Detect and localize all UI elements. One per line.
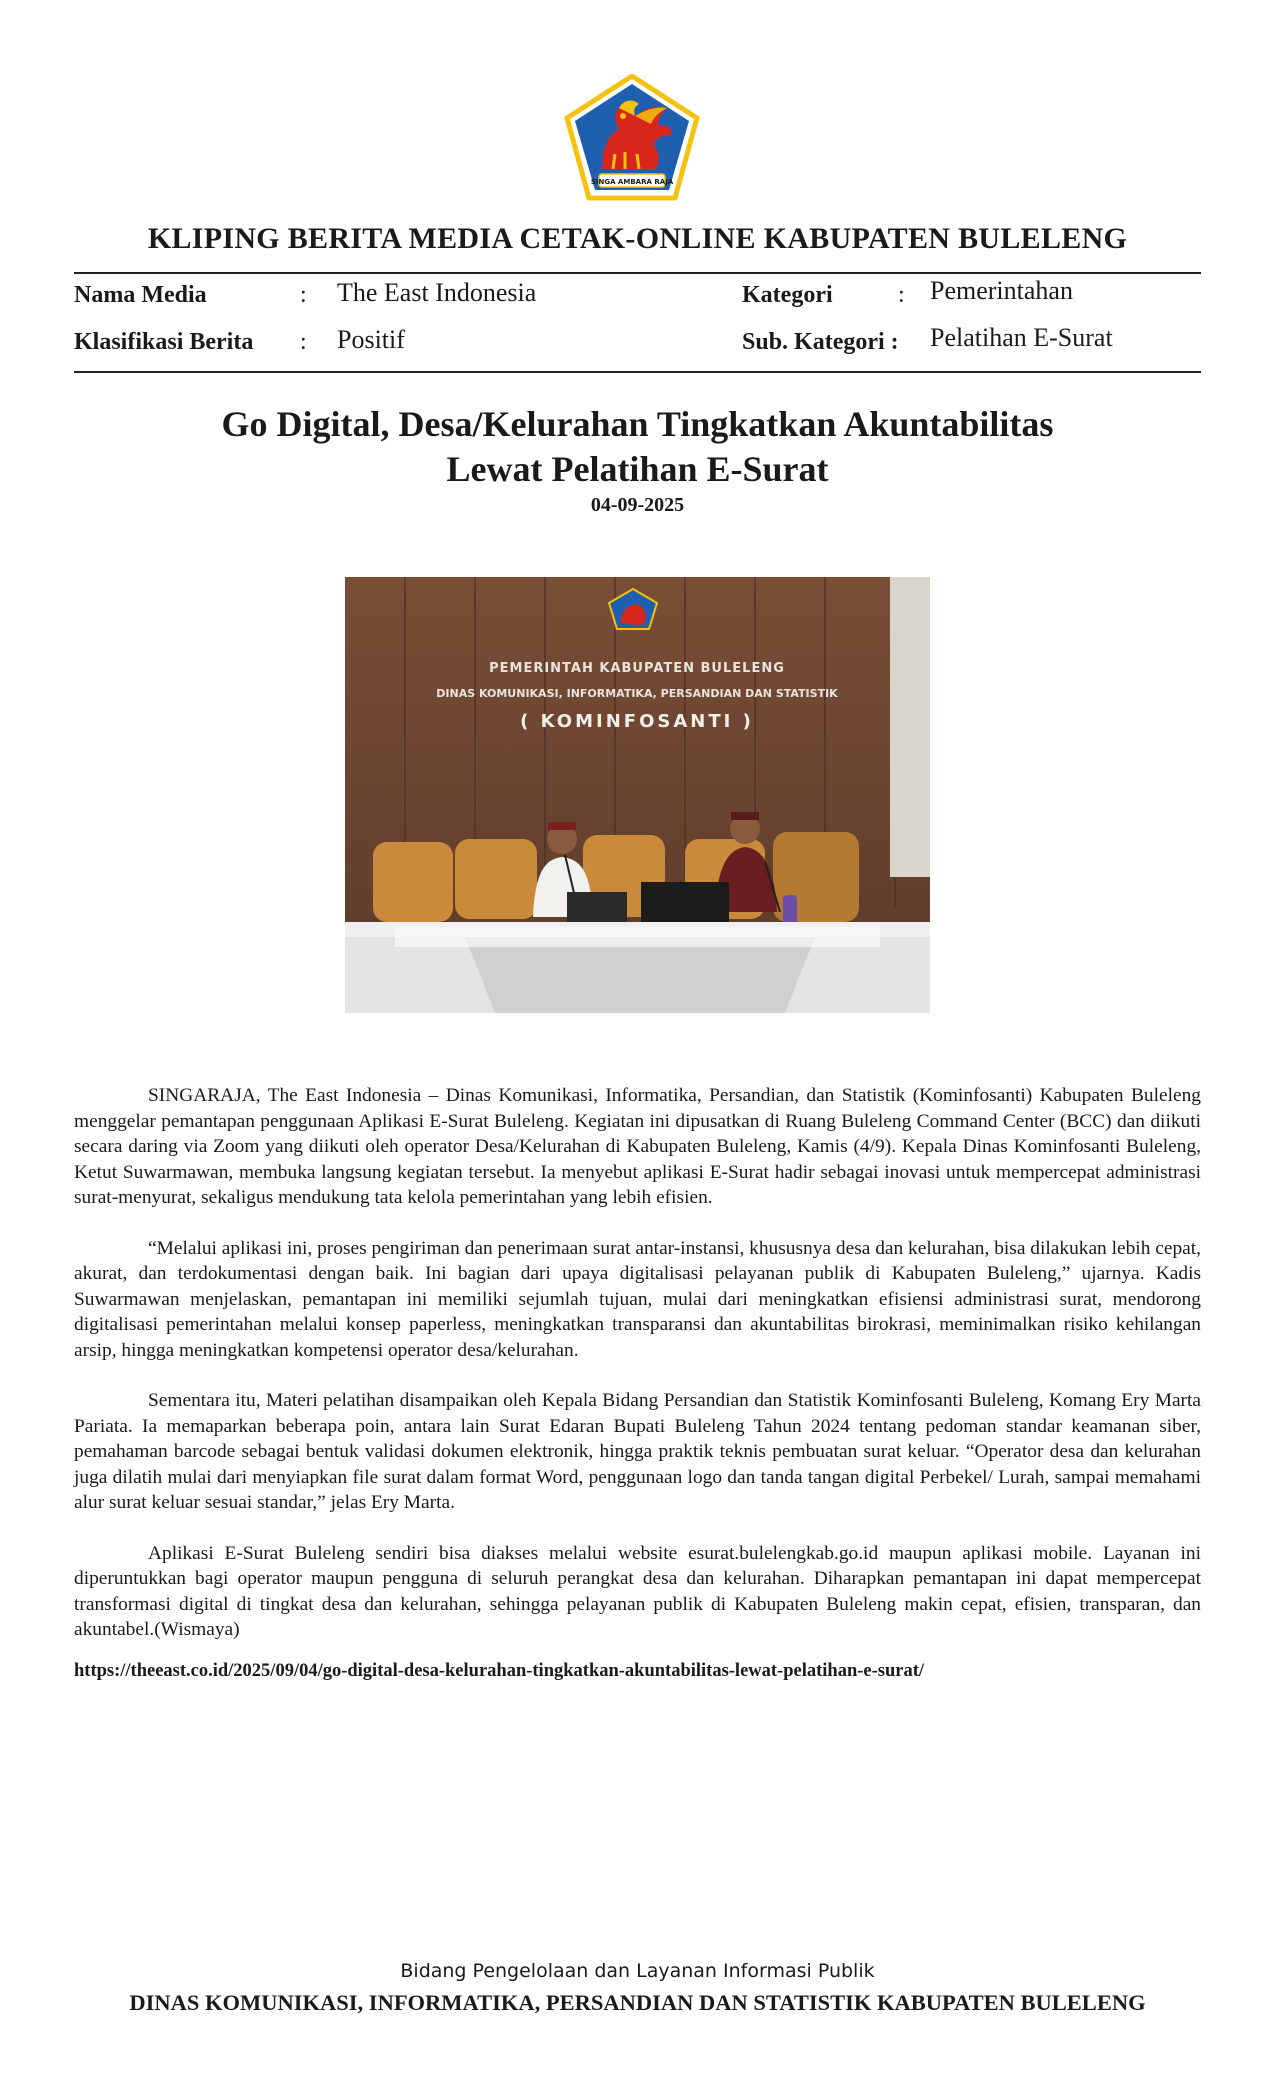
article-paragraph-1: SINGARAJA, The East Indonesia – Dinas Komunikasi, Informatika, Persandian, dan Statistik (Kominfosanti) Kabupaten Buleleng menggelar pemantapan penggunaan Aplikasi E-Surat Buleleng. Kegiatan ini dipusatkan di Ruang Buleleng Command Center (BCC) dan diikuti secara daring via Zoom yang diikuti oleh operator Desa/Kelurahan di Kabupaten Buleleng, Kamis (4/9). Kepala Dinas Kominfosanti Buleleng, Ketut Suwarmawan, membuka langsung kegiatan tersebut. Ia menyebut aplikasi E-Surat hadir sebagai inovasi untuk mempercepat administrasi surat-menyurat, sekaligus mendukung tata kelola pemerintahan yang lebih efisien. xyxy=(74,1085,1201,1208)
headline-line-2: Lewat Pelatihan E-Surat xyxy=(446,449,829,489)
buleleng-crest-logo xyxy=(563,74,701,202)
klasifikasi-label: Klasifikasi Berita xyxy=(74,329,254,355)
sub-kategori-value: Pelatihan E-Surat xyxy=(930,323,1113,352)
footer-division: Bidang Pengelolaan dan Layanan Informasi Publik xyxy=(400,1960,875,1982)
kategori-value: Pemerintahan xyxy=(930,276,1073,305)
nama-media-colon: : xyxy=(300,282,307,308)
source-url-link[interactable]: https://theeast.co.id/2025/09/04/go-digital-desa-kelurahan-tingkatkan-akuntabilitas-lewat-pelatihan-e-surat/ xyxy=(74,1661,925,1681)
article-body xyxy=(74,1083,1201,1668)
photo-sign-line-1: PEMERINTAH KABUPATEN BULELENG xyxy=(489,661,785,676)
klasifikasi-colon: : xyxy=(300,329,307,355)
article-paragraph-3: Sementara itu, Materi pelatihan disampaikan oleh Kepala Bidang Persandian dan Statistik Kominfosanti Buleleng, Komang Ery Marta Pariata. Ia memaparkan beberapa poin, antara lain Surat Edaran Bupati Buleleng Tahun 2024 tentang pedoman standar keamanan siber, pemahaman barcode sebagai bentuk validasi dokumen elektronik, hingga praktik teknis pembuatan surat keluar. “Operator desa dan kelurahan juga dilatih mulai dari menyiapkan file surat dalam format Word, penggunaan logo dan tanda tangan digital Perbekel/ Lurah, sampai memahami alur surat keluar sesuai standar,” jelas Ery Marta. xyxy=(74,1390,1201,1513)
article-date: 04-09-2025 xyxy=(590,494,685,516)
article-photo xyxy=(345,577,930,1013)
footer-agency: DINAS KOMUNIKASI, INFORMATIKA, PERSANDIAN DAN STATISTIK KABUPATEN BULELENG xyxy=(129,1990,1146,2015)
article-paragraph-4: Aplikasi E-Surat Buleleng sendiri bisa diakses melalui website esurat.bulelengkab.go.id maupun aplikasi mobile. Layanan ini diperuntukkan bagi operator maupun pengguna di seluruh perangkat desa dan kelurahan. Diharapkan pemantapan ini dapat mempercepat transformasi digital di tingkat desa dan kelurahan, sehingga pelayanan publik di Kabupaten Buleleng makin cepat, efisien, transparan, dan akuntabel.(Wismaya) xyxy=(74,1542,1201,1640)
nama-media-label: Nama Media xyxy=(74,282,207,308)
photo-sign-line-3: ( KOMINFOSANTI ) xyxy=(520,711,754,732)
article-paragraph-2: “Melalui aplikasi ini, proses pengiriman dan penerimaan surat antar-instansi, khususnya desa dan kelurahan, bisa dilakukan lebih cepat, akurat, dan terdokumentasi dengan baik. Ini bagian dari upaya digitalisasi pelayanan publik di Kabupaten Buleleng,” ujarnya. Kadis Suwarmawan menjelaskan, pemantapan ini memiliki sejumlah tujuan, mulai dari meningkatkan efisiensi administrasi surat, mendorong digitalisasi pemerintahan melalui konsep paperless, meningkatkan transparansi dan akuntabilitas birokrasi, meminimalkan risiko kehilangan arsip, hingga meningkatkan kompetensi operator desa/kelurahan. xyxy=(74,1237,1201,1361)
kategori-label: Kategori xyxy=(742,282,833,308)
logo-motto: SINGA AMBARA RAJA xyxy=(590,178,674,186)
headline-line-1: Go Digital, Desa/Kelurahan Tingkatkan Akuntabilitas xyxy=(221,404,1054,444)
klasifikasi-value: Positif xyxy=(337,325,405,354)
sub-kategori-label: Sub. Kategori : xyxy=(742,329,899,355)
nama-media-value: The East Indonesia xyxy=(337,278,537,307)
clipping-header-title: KLIPING BERITA MEDIA CETAK-ONLINE KABUPATEN BULELENG xyxy=(147,222,1128,255)
article-headline xyxy=(74,402,1201,492)
header-bottom-rule xyxy=(74,371,1201,373)
kategori-colon: : xyxy=(898,282,905,308)
photo-sign-line-2: DINAS KOMUNIKASI, INFORMATIKA, PERSANDIAN DAN STATISTIK xyxy=(436,687,838,700)
header-top-rule xyxy=(74,272,1201,274)
